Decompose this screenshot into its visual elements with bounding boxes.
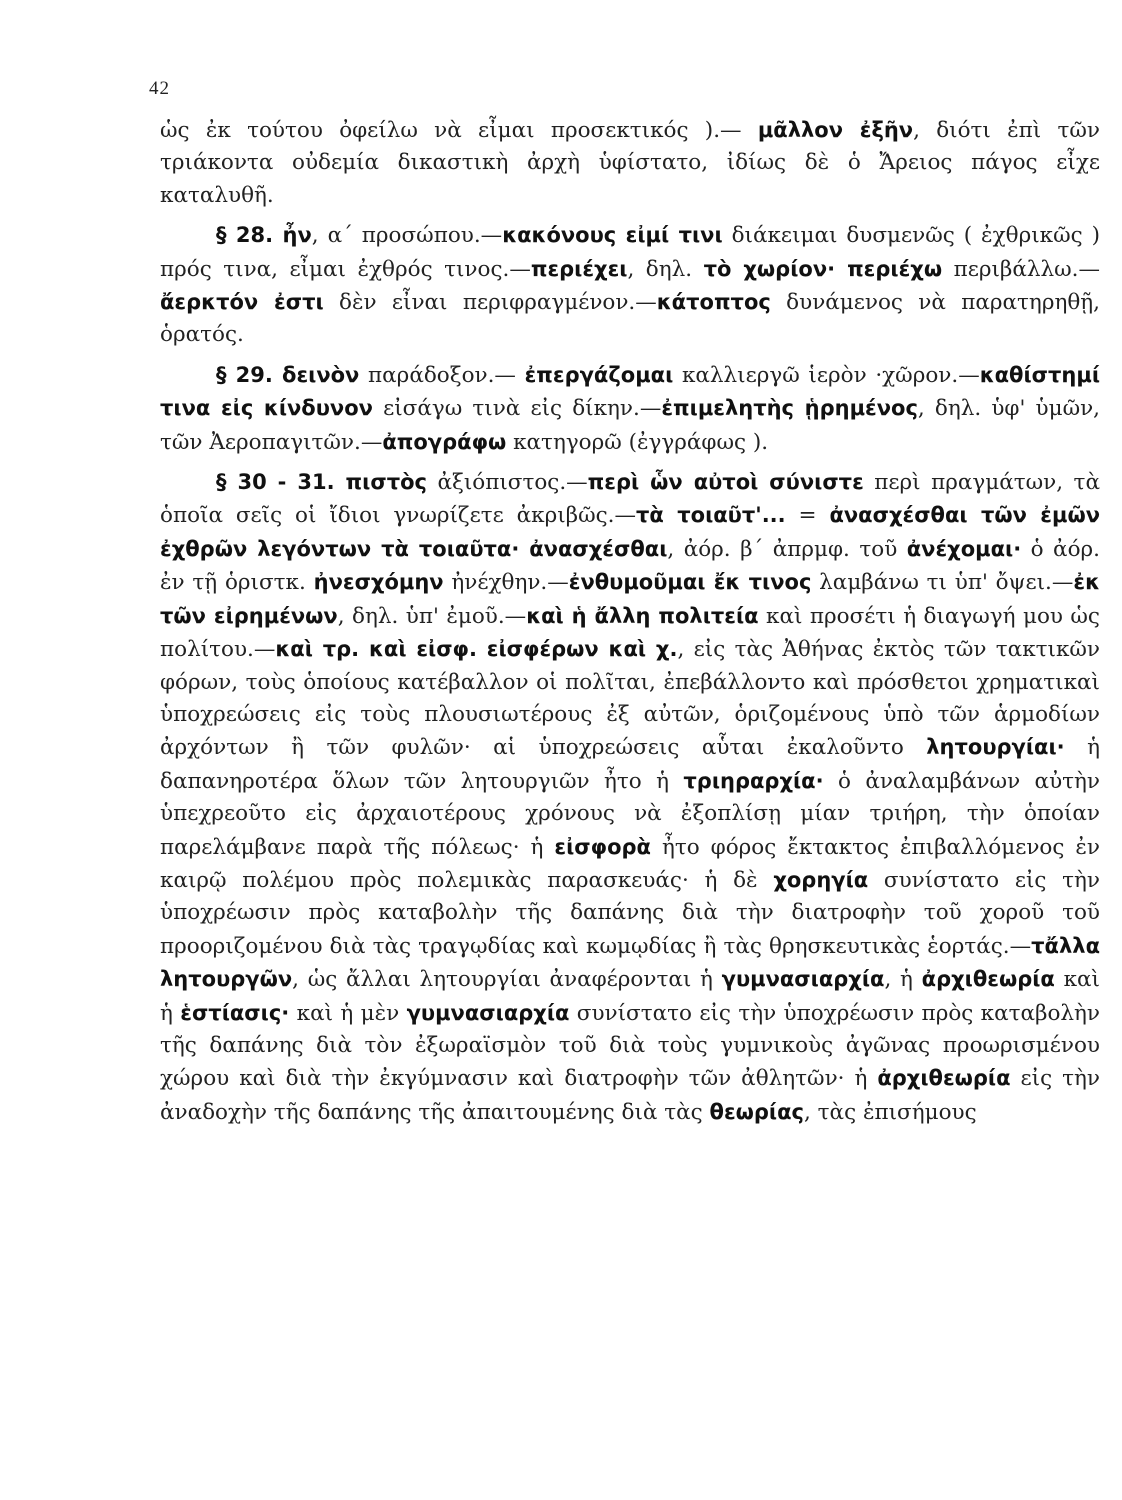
- text-run: δυνάμενος νὰ παρατηρηθῇ, ὁρατός.: [160, 290, 1100, 348]
- text-run: ἀξιόπιστος.—: [426, 470, 588, 496]
- bold-term: ἀπογράφω: [382, 429, 507, 454]
- text-run: =: [785, 503, 830, 529]
- text-run: , δηλ. ὑφ' ὑμῶν, τῶν Ἀεροπαγιτῶν.—: [160, 396, 1101, 455]
- text-run: εἰσάγω τινὰ εἰς δίκην.—: [372, 396, 662, 422]
- bold-term: ἀρχιθεωρία: [877, 1066, 1011, 1091]
- text-run: περιβάλλω.—: [942, 256, 1100, 282]
- text-run: καὶ προσέτι ἡ διαγωγή μου ὡς πολίτου.—: [160, 603, 1100, 663]
- bold-term: λητουργίαι·: [926, 735, 1065, 760]
- text-run: ἦτο φόρος ἔκτακτος ἐπιβαλλόμενος ἐν καιρῷ πολέμου πρὸς πολεμικὰς παρασκευάς· ἡ δὲ: [160, 834, 1100, 893]
- bold-term: τἄλλα λητουργῶν: [160, 933, 1100, 992]
- bold-term: γυμνασιαρχία: [406, 1000, 570, 1025]
- text-run: , τὰς ἐπισήμους: [803, 1099, 977, 1125]
- bold-term: ἀνέχομαι·: [906, 536, 1022, 561]
- text-run: περὶ πραγμάτων, τὰ ὁποῖα σεῖς οἱ ἴδιοι γνωρίζετε ἀκριβῶς.—: [160, 470, 1100, 529]
- commentary-text: [160, 114, 1100, 1136]
- text-run: ἠνέχθην.—: [443, 570, 569, 596]
- bold-term: ἐπεργάζομαι: [524, 362, 674, 387]
- text-run: , διότι ἐπὶ τῶν τριάκοντα οὐδεμία δικαστικὴ ἀρχὴ ὑφίστατο, ἰδίως δὲ ὁ Ἄρειος πάγος εἶχε καταλυθῆ.: [160, 118, 1101, 208]
- text-run: ὁ ἀναλαμβάνων αὐτὴν ὑπεχρεοῦτο εἰς ἀρχαιοτέρους χρόνους νὰ ἐξοπλίσῃ μίαν τριήρη, τὴν ὁποίαν παρελάμβανε παρὰ τῆς πόλεως· ἡ: [160, 768, 1100, 860]
- bold-term: ἄερκτόν ἐστι: [160, 290, 324, 315]
- text-run: συνίστατο εἰς τὴν ὑποχρέωσιν πρὸς καταβολὴν τῆς δαπάνης διὰ τὴν διατροφὴν τοῦ χοροῦ τοῦ προοριζομένου διὰ τὰς τραγῳδίας καὶ κωμῳδίας ἢ τὰς θρησκευτικὰς ἑορτάς.—: [160, 867, 1100, 959]
- bold-term: καὶ τρ. καὶ εἰσφ. εἰσφέρων καὶ χ.: [275, 637, 678, 662]
- bold-term: καὶ ἡ ἄλλη πολιτεία: [526, 603, 759, 628]
- bold-term: περιέχει: [530, 256, 628, 281]
- bold-term: δεινὸν: [282, 362, 360, 387]
- bold-term: ἐνθυμοῦμαι ἔκ τινος: [568, 570, 812, 595]
- text-run: δὲν εἶναι περιφραγμένον.—: [323, 290, 657, 316]
- text-run: λαμβάνω τι ὑπ' ὄψει.—: [811, 570, 1074, 596]
- bold-term: § 29.: [216, 362, 283, 387]
- text-run: , δηλ.: [627, 256, 704, 282]
- text-run: παράδοξον.—: [359, 362, 525, 388]
- bold-term: κακόνους εἰμί τινι: [502, 223, 723, 248]
- text-run: ὁ ἀόρ. ἐν τῇ ὁριστκ.: [160, 536, 1100, 596]
- text-run: καὶ ἡ μὲν: [289, 1000, 407, 1026]
- bold-term: ἑστίασις·: [180, 1000, 290, 1025]
- bold-term: χορηγία: [773, 867, 869, 892]
- bold-term: ἦν: [282, 223, 312, 248]
- text-run: καλλιεργῶ ἱερὸν ·χῶρον.—: [673, 362, 980, 388]
- text-run: , ὡς ἄλλαι λητουργίαι ἀναφέρονται ἡ: [292, 967, 722, 993]
- paragraph-section-30-31: [160, 466, 1100, 1129]
- bold-term: περὶ ὧν αὐτοὶ σύνιστε: [587, 470, 864, 495]
- bold-term: μᾶλλον ἐξῆν: [757, 118, 914, 142]
- text-run: , α΄ προσώπου.—: [311, 223, 503, 249]
- bold-term: πιστὸς: [345, 470, 427, 495]
- bold-term: § 28.: [216, 223, 283, 248]
- text-run: διάκειμαι δυσμενῶς ( ἐχθρικῶς ) πρός τινα, εἶμαι ἐχθρός τινος.—: [160, 223, 1100, 282]
- text-run: ὡς ἐκ τούτου ὀφείλω νὰ εἶμαι προσεκτικός ).—: [160, 118, 758, 143]
- bold-term: κάτοπτος: [656, 290, 771, 315]
- paragraph-section-29: [160, 359, 1100, 459]
- text-run: συνίστατο εἰς τὴν ὑποχρέωσιν πρὸς καταβολὴν τῆς δαπάνης διὰ τὸν ἐξωραϊσμὸν τοῦ διὰ τοὺς γυμνικοὺς ἀγῶνας προωρισμένου χώρου καὶ διὰ τὴν ἐκγύμνασιν καὶ διατροφὴν τῶν ἀθλητῶν· ἡ: [160, 1000, 1101, 1092]
- bold-term: γυμνασιαρχία: [721, 967, 885, 992]
- text-run: καὶ ἡ: [160, 967, 1100, 1026]
- bold-term: ἠνεσχόμην: [313, 570, 444, 595]
- text-run: , ἀόρ. β΄ ἀπρμφ. τοῦ: [667, 536, 907, 562]
- text-run: , ἡ: [884, 967, 922, 993]
- bold-term: ἐπιμελητὴς ᾑρημένος: [661, 396, 918, 421]
- text-run: ἡ δαπανηροτέρα ὅλων τῶν λητουργιῶν ἦτο ἡ: [160, 735, 1100, 794]
- bold-term: τὸ χωρίον· περιέχω: [703, 256, 943, 281]
- paragraph-continuation: [160, 114, 1100, 212]
- bold-term: εἰσφορὰ: [554, 834, 651, 859]
- bold-term: ἐκ τῶν εἰρημένων: [160, 570, 1100, 628]
- bold-term: τριηραρχία·: [683, 768, 824, 793]
- bold-term: καθίστημί τινα εἰς κίνδυνον: [160, 362, 1101, 421]
- text-run: , δηλ. ὑπ' ἐμοῦ.—: [337, 603, 527, 629]
- paragraph-section-28: [160, 219, 1100, 352]
- bold-term: ἀνασχέσθαι τῶν ἐμῶν ἐχθρῶν λεγόντων τὰ τοιαῦτα· ἀνασχέσθαι: [160, 503, 1101, 561]
- text-run: , εἰς τὰς Ἀθήνας ἐκτὸς τῶν τακτικῶν φόρων, τοὺς ὁποίους κατέβαλλον οἱ πολῖται, ἐπεβάλλοντο καὶ πρόσθετοι χρηματικαὶ ὑποχρεώσεις εἰς τοὺς πλουσιωτέρους ἐξ αὐτῶν, ὁριζομένους ὑπὸ τῶν ἁρμοδίων ἀρχόντων ἢ τῶν φυλῶν· αἱ ὑποχρεώσεις αὗται ἐκαλοῦντο: [160, 637, 1100, 761]
- bold-term: ἀρχιθεωρία: [921, 967, 1055, 992]
- page-number: 42: [149, 78, 170, 99]
- bold-term: § 30 - 31.: [216, 470, 346, 495]
- text-run: εἰς τὴν ἀναδοχὴν τῆς δαπάνης τῆς ἀπαιτουμένης διὰ τὰς: [160, 1066, 1100, 1125]
- bold-term: τὰ τοιαῦτ'...: [636, 503, 786, 528]
- bold-term: θεωρίας: [709, 1099, 804, 1124]
- text-run: κατηγορῶ (ἐγγράφως ).: [506, 429, 769, 455]
